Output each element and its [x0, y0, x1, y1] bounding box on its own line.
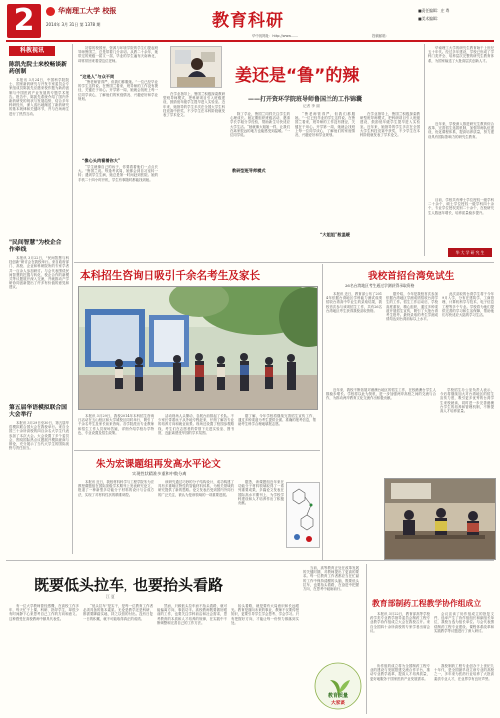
thesis-paragraph: 据悉，该课题组近年来在功能分子材料领域取得了一系列重要成果，多篇论文发表在国际高水平期刊上，为学校学科建设和人才培养作出了积极贡献。 — [238, 480, 284, 506]
opinion-paragraph: 然而，只顾低头拉车而不抬头看路，就可能偏离方向，事倍功半。高校教师既要做好眼前的工作，也要关注学科前沿和社会需求，思考教育的本质和人才培养的规律，在实践中不断调整和完善自己的工作方法。 — [157, 604, 227, 625]
feature-paragraph: 初春的校园里，资源与环境学院的学生们提起班导师鲁国兰，总是带着几分亲切。从教二十余年，她带过的班级一届又一届，毕业的学生遍布天南海北，却常常回来看望这位老师。 — [78, 46, 158, 63]
thesis-paragraph: 该研究通过巧妙的分子结构设计，成功构建了具有多重响应特性的智能材料体系，为相关领域的研究提供了新的思路。论文发表后受到国内外同行的广泛关注，被认为是该领域的一项重要进展。 — [158, 480, 234, 497]
molecule-diagram — [286, 482, 320, 548]
school-logo-icon — [46, 7, 55, 16]
feature-paragraph: 在学业指导上，鲁国兰积极探索教研型班导师模式，把科研项目引入班级建设，鼓励低年级学生提早进入实验室。近年来，她指导的学生多次在全国大学生科技竞赛中获奖，不少学生在本科阶段就发表了学术论文。 — [360, 112, 420, 138]
side-box-stamp: 华 大 学 研 究 生 — [448, 248, 492, 257]
teacher-photo-illustration — [171, 47, 221, 87]
opinion-paragraph: “低头拉车”是实干，是每一位教育工作者必须具备的基本素质。无论是教学还是科研，都需要脚踏实地、持之以恒的付出。没有日复一日的积累，就不可能取得真正的成绩。 — [83, 604, 153, 621]
strait-title: 我校首招台湾免试生 — [368, 271, 455, 282]
classroom-photo — [384, 478, 496, 560]
opinion-title: 既要低头拉车，也要抬头看路 — [34, 576, 224, 594]
opinion-title-b: 也要抬头看路 — [133, 576, 224, 594]
news-body: 本报讯 3月29日至30日，第五届华语模拟联合国大会在我校举行。来自全国三十余所高校的四百余名大学生代表参加了本次大会。大会设置了多个委员会，围绕国际热点议题展开模拟磋商与辩论，充分展示了当代大学生的国际视野与责任担当。 — [9, 421, 69, 451]
strait-paragraph: 此次录取的台湾学生将于今年9月入学，分布在建筑学、工商管理、计算机科学与技术、电子信息工程等多个专业。学校将为他们提供完善的学习和生活保障，帮助他们尽快适应大陆的学习生活。 — [442, 292, 494, 318]
strait-paragraph: 据介绍，今年是我校首次参加依据台湾地区学测成绩招收台湾学生的工作。招生工作启动后，学校高度重视，精心组织，通过多种渠道开展招生宣传，吸引了大批台湾考生报考。最终录取的考生学测成绩均达到台湾前标以上水平。 — [386, 292, 438, 322]
recruit-photo — [78, 286, 318, 410]
column-divider — [424, 44, 425, 256]
feature-paragraph: “鲁老师管得严，但我们都服她。”一位已经毕业的学生这样说。在鲁国兰看来，班导师的工作没有捷径，关键在于用心。开学第一周，她就会找班上每一位同学谈心，了解他们的家庭情况、兴趣爱好和学业规划。 — [78, 80, 158, 101]
recruit-photo-illustration — [79, 287, 317, 409]
molecule-diagram-illustration — [287, 483, 319, 547]
news-body: 本报讯 3月22日，"民间智慧与科技创新"研讨会在我校举行。来自政府部门、高校、企业和科研院所的专家学者共一百余人参加研讨。与会代表围绕民间智慧的挖掘与转化、校企合作的新模式等议题展开深入交流，并就推动产学研协同创新提出了许多有价值的意见和建议。 — [9, 256, 69, 290]
feature-subtitle: ——打开资环学院班导师鲁国兰的工作锦囊 — [248, 96, 363, 103]
feature-title — [235, 66, 359, 86]
column-divider — [366, 564, 367, 714]
feature-subhead: “这是人”与众不同 — [80, 74, 115, 79]
feature-subhead: “大姐姐”般温暖 — [320, 232, 350, 237]
coop-paragraph: 本报讯 3月22日，教育部高等学校药学类专业教学指导委员会制药工程专业教学协作组成立大会在我校召开。来自全国四十余所高校的专家学者出席会议。 — [370, 612, 430, 633]
thesis-paragraph: 本报讯 近日，我校材料科学与工程学院朱为宏教授课题组在国际顶级学术期刊上发表研究论文，报道了一种新型多功能分子材料的设计与合成方法，实现了对材料性状的精准调控。 — [78, 480, 154, 497]
email-label: 投稿邮箱： — [372, 34, 389, 38]
section-rule — [6, 560, 494, 561]
feature-title-suffix: 的辣 — [325, 66, 360, 86]
strait-paragraph: 学校招生办公室负责人表示，今后将继续加大对台湾地区的招生宣传力度，吸引更多优秀的台湾学生来校就读，同时进一步完善港澳台学生的培养和管理机制，不断提高人才培养质量。 — [440, 388, 494, 414]
teacher-photo — [170, 46, 222, 88]
coop-paragraph: 会议宣读了协作组成立的批复文件，选举产生了协作组组长和副组长单位，我校当选为组长单位。与会代表围绕制药工程专业建设、课程体系改革和实践教学等议题进行了深入研讨。 — [434, 612, 494, 633]
coop-title: 教育部制药工程教学协作组成立 — [372, 599, 482, 608]
coop-paragraph: 我校制药工程专业创办于上世纪九十年代，是全国最早设立该专业的高校之一，多年来为医药行业培养了大批高素质专业人才，在业界享有良好声誉。 — [434, 664, 494, 681]
opinion-paragraph: 抬头看路，就是要有大局意识和长远眼光。教育是面向未来的事业，教师不仅要传授知识，更要引导学生学会思考、学会学习。只有把握好方向，才能让每一份努力都落到实处。 — [231, 604, 299, 625]
side-box-paragraph: 华南理工大学的研究生教育始于上世纪五十年代。经过多年建设，学校已形成了学科门类齐全、培养层次完整的研究生教育体系，为国家输送了大批高层次创新人才。 — [428, 46, 494, 63]
classroom-photo-illustration — [385, 479, 495, 559]
feature-paragraph: 在学业指导上，鲁国兰积极探索教研型班导师模式，把科研项目引入班级建设，鼓励低年级学生提早进入实验室。近年来，她指导的学生多次在全国大学生科技竞赛中获奖，不少学生在本科阶段就发表了学术论文。 — [163, 92, 225, 118]
news-title: "民间智慧"为校企合作牵线 — [9, 240, 62, 253]
school-name: 华南理工大学 校报 — [58, 6, 117, 15]
feature-byline: 记者 李 丽 — [303, 104, 320, 108]
news-title: 陈凯先院士来校畅谈新药创制 — [9, 62, 67, 75]
section-title: 教育科研 — [212, 11, 284, 31]
issue-info: 2014年 3月 31日 第 1378 期 — [46, 22, 101, 27]
feature-subhead: “像心头肉看着你大” — [82, 158, 121, 163]
recruit-paragraph: 活动现场人头攒动，各展台前排起了长队。不少家长带着孩子从外地专程赶来，仔细了解各专业的培养方向和就业前景。现场还设置了校园参观路线，考生们在志愿者的带领下走进实验室、图书馆，近距离感受华园的学术氛围。 — [158, 414, 234, 435]
side-box-paragraph: 目前，学校共有博士学位授权一级学科二十余个，硕士学位授权一级学科四十余个，专业学位授权类别二十余个，在校研究生人数逐年增长，培养质量稳步提升。 — [428, 198, 494, 215]
opinion-badge-line-b: 大家谈 — [331, 701, 345, 706]
side-box-paragraph: 近年来，学校深入推进研究生教育综合改革，完善招生选拔机制，加强导师队伍建设，优化课程体系，提高培养质量，努力建设具有国际影响力的研究生教育。 — [428, 122, 494, 139]
feature-paragraph: 除了学业，鲁国兰同样关注学生的心理成长。她定期组织班级活动，邀请学长学姐分享经验，帮助新生尽快适应大学生活。“她就像大姐姐一样，让我们在离家很远的地方也能感受到温暖。”一位同学说。 — [230, 112, 290, 138]
feature-title-quote: “鲁” — [286, 66, 326, 86]
strait-paragraph: 本报讯 近日，教育部公布了2014年依据台湾地区学科能力测试成绩招收台湾高中毕业生的录取结果，我校首次参与该项招生工作，共有26名台湾地区考生获得我校录取资格。 — [326, 292, 382, 313]
coop-paragraph: 协作组的成立将为全国制药工程专业的建设与发展搭建交流合作平台，推动专业教学改革，提高人才培养质量，更好地服务于国家医药产业发展需求。 — [370, 664, 430, 681]
left-column-tag: 科教视讯 — [9, 46, 55, 56]
opinion-title-a: 既要低头拉车 — [34, 576, 125, 594]
feature-paragraph: “学生就像自己的孩子，你要看着他们一点点长大。”鲁国兰说。每逢考试周，她都会到自习室转一转；遇到学生生病，她总是第一时间赶到医院。她的手机二十四小时开机，学生有事随时都能找到她。 — [78, 165, 158, 182]
news-body: 本报讯 3月24日，中国科学院院士、国家新药研究与开发专家委员会专家组成员陈凯先应邀来校作题为新药创制与中国医药产业发展的专题学术报告。报告中，陈凯先系统介绍了国内外新药研发的现状与发展趋势，结合多年科研经历，深入浅出地阐述了新药研究的基本规律和关键环节，并与在场师生进行了热烈互动。 — [9, 78, 69, 116]
thesis-subtitle: 实现性状精准多重和中数分离 — [132, 471, 187, 476]
feature-subhead: 教研型班导师模式 — [232, 168, 266, 173]
responsible-editor: ■责任编辑：庄 粤 — [418, 8, 450, 13]
opinion-paragraph: 当前，高等教育正处在改革发展的关键时期，对教师提出了更高的要求。每一位教育工作者都应当在忙碌的工作中保持清醒的头脑，既要低头拉车，也要抬头看路，在奋进中把握方向，在思考中砥砺前行。 — [303, 566, 359, 592]
opinion-badge-line-a: 教育质量 — [327, 693, 348, 699]
column-divider — [72, 44, 73, 554]
section-rule — [74, 262, 494, 263]
section-rule — [74, 450, 320, 451]
masthead-rule — [6, 40, 494, 42]
opinion-byline: 江 夏 — [106, 594, 115, 599]
recruit-paragraph: 本报讯 3月29日，我校2014年本科招生咨询日活动在五山校区和大学城校区同时举行，吸引了千余名考生及家长前来咨询。各学院派出专业教师和招生工作人员现场答疑，详细介绍学校办学特色、专业设置及招生政策。 — [78, 414, 154, 435]
design-editor: ■美术编辑： — [418, 16, 441, 21]
url-label: 华中视网址：http://www....... — [252, 34, 299, 38]
strait-paragraph: 近年来，我校不断拓展对港澳台地区的招生工作，在校港澳台学生人数稳步增长。学校将以此为契机，进一步加强两岸高校之间的交流与合作，为推动两岸教育文化交流作出积极贡献。 — [326, 388, 436, 401]
feature-title-prefix: 姜还是 — [235, 66, 286, 86]
opinion-badge — [314, 662, 362, 710]
opinion-paragraph: 有一位大学教师曾经感慨，在高校工作多年，每天忙于上课、科研、指导学生，却很少有时间静下心来思考自己工作的方向和意义。这种感受在高校教师中颇具代表性。 — [9, 604, 79, 621]
page-number: 2 — [7, 4, 41, 38]
strait-subtitle: 26名台湾地区考生通过学测获得录取资格 — [345, 283, 415, 288]
news-title: 第五届华语模拟联合国大会举行 — [9, 405, 67, 418]
recruit-title: 本科招生咨询日吸引千余名考生及家长 — [80, 270, 261, 282]
recruit-paragraph: 据了解，今年学校将继续完善招生宣传工作，通过多种渠道为考生提供全面、准确的报考信息，帮助考生科学合理地填报志愿。 — [238, 414, 316, 427]
column-divider — [322, 264, 323, 560]
feature-paragraph: “鲁老师管得严，但我们都服她。”一位已经毕业的学生这样说。在鲁国兰看来，班导师的工作没有捷径，关键在于用心。开学第一周，她就会找班上每一位同学谈心，了解他们的家庭情况、兴趣爱好和学业规划。 — [295, 112, 355, 138]
thesis-title: 朱为宏课题组再发高水平论文 — [96, 459, 221, 470]
